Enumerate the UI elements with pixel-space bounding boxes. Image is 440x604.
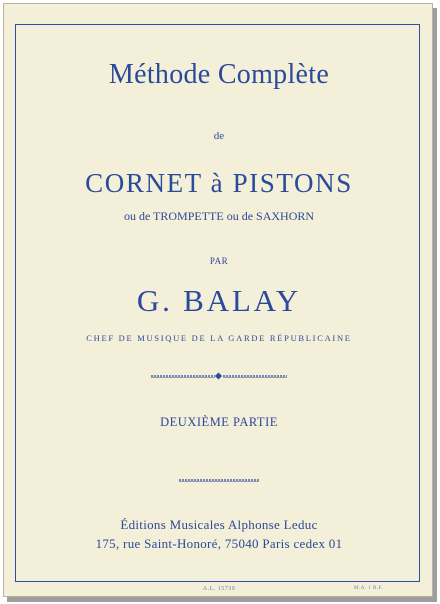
publisher-address: 175, rue Saint-Honoré, 75040 Paris cedex 01 [95, 536, 343, 551]
publisher-name: Éditions Musicales Alphonse Leduc [120, 517, 318, 532]
cover-preposition: de [213, 130, 225, 142]
instrument-alternatives: ou de TROMPETTE ou de SAXHORN [123, 209, 315, 223]
cover-title: Méthode Complète [108, 59, 330, 90]
author-name: G. BALAY [136, 283, 302, 318]
ornament-divider-bottom [4, 470, 434, 488]
author-title: CHEF DE MUSIQUE DE LA GARDE RÉPUBLICAINE [86, 333, 352, 343]
part-label: DEUXIÈME PARTIE [160, 415, 278, 429]
corner-code: M.A. 1 R.F. [354, 586, 384, 591]
ornament-divider-top [4, 367, 434, 385]
score-cover-page [3, 3, 433, 597]
catalog-number: A.L. 15739 [202, 586, 236, 592]
instrument-name: CORNET à PISTONS [85, 168, 353, 198]
by-label: PAR [209, 256, 229, 266]
